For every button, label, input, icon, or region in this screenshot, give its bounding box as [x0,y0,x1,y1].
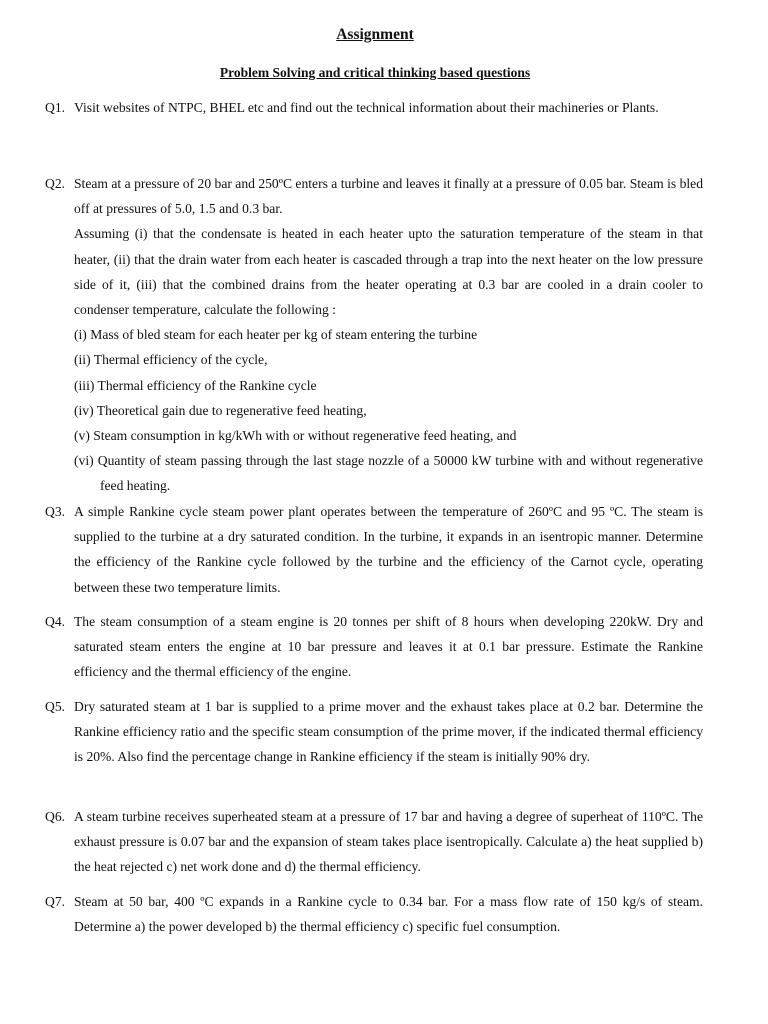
sub-question: (vi) Quantity of steam passing through the last stage nozzle of a 50000 kW turbine with and without regenerative feed heating. [74,453,703,494]
question-5 [45,694,703,770]
question-intro: Steam at a pressure of 20 bar and 250ºC enters a turbine and leaves it finally at a pressure of 0.05 bar. Steam is bled off at pressures of 5.0, 1.5 and 0.3 bar. [74,176,703,217]
question-number: Q4. [45,614,66,629]
question-number: Q7. [45,894,66,909]
question-7 [45,889,703,939]
page-title: Assignment [336,26,414,43]
question-2 [45,171,703,499]
sub-question: (i) Mass of bled steam for each heater per kg of steam entering the turbine [74,327,478,343]
question-4 [45,609,703,685]
question-3 [45,499,703,600]
sub-question: (iv) Theoretical gain due to regenerative feed heating, [74,402,367,418]
question-text: A steam turbine receives superheated steam at a pressure of 17 bar and having a degree of superheat of 110ºC. The exhaust pressure is 0.07 bar and the expansion of steam takes place isentropically. Calculate a) the heat supplied b) the heat rejected c) net work done and d) the thermal efficiency. [74,809,703,875]
question-6 [45,804,703,880]
question-number: Q3. [45,504,66,519]
question-text: Steam at 50 bar, 400 ºC expands in a Rankine cycle to 0.34 bar. For a mass flow rate of 150 kg/s of steam. Determine a) the power developed b) the thermal efficiency c) specific fuel consumption. [74,894,703,935]
sub-question-list [74,322,703,498]
question-number: Q2. [45,176,66,191]
question-assumptions: Assuming (i) that the condensate is heated in each heater upto the saturation temperature of the steam in that heater, (ii) that the drain water from each heater is cascaded through a trap into the next heater on the low pressure side of it, (iii) that the combined drains from the heater operating at 0.3 bar are cooled in a drain cooler to condenser temperature, calculate the following : [74,226,703,318]
question-text: The steam consumption of a steam engine is 20 tonnes per shift of 8 hours when developing 220kW. Dry and saturated steam enters the engine at 10 bar pressure and leaves it at 0.1 bar pressure. Estimate the Rankine efficiency and the thermal efficiency of the engine. [74,614,703,680]
question-number: Q1. [45,100,66,115]
question-text: A simple Rankine cycle steam power plant operates between the temperature of 260ºC and 95 ºC. The steam is supplied to the turbine at a dry saturated condition. In the turbine, it expands in an isentropic manner. Determine the efficiency of the Rankine cycle followed by the turbine and the efficiency of the Carnot cycle, operating between these two temperature limits. [74,504,703,595]
sub-question: (iii) Thermal efficiency of the Rankine cycle [74,377,317,393]
sub-question: (ii) Thermal efficiency of the cycle, [74,352,268,368]
question-number: Q6. [45,809,66,824]
question-1 [45,95,703,120]
question-text: Dry saturated steam at 1 bar is supplied to a prime mover and the exhaust takes place at 0.2 bar. Determine the Rankine efficiency ratio and the specific steam consumption of the prime mover, if the indicated thermal efficiency is 20%. Also find the percentage change in Rankine efficiency if the steam is initially 90% dry. [74,699,703,765]
page-subtitle: Problem Solving and critical thinking based questions [219,65,531,80]
question-text: Visit websites of NTPC, BHEL etc and find out the technical information about their machineries or Plants. [74,100,659,115]
question-number: Q5. [45,699,66,714]
sub-question: (v) Steam consumption in kg/kWh with or without regenerative feed heating, and [74,428,517,444]
